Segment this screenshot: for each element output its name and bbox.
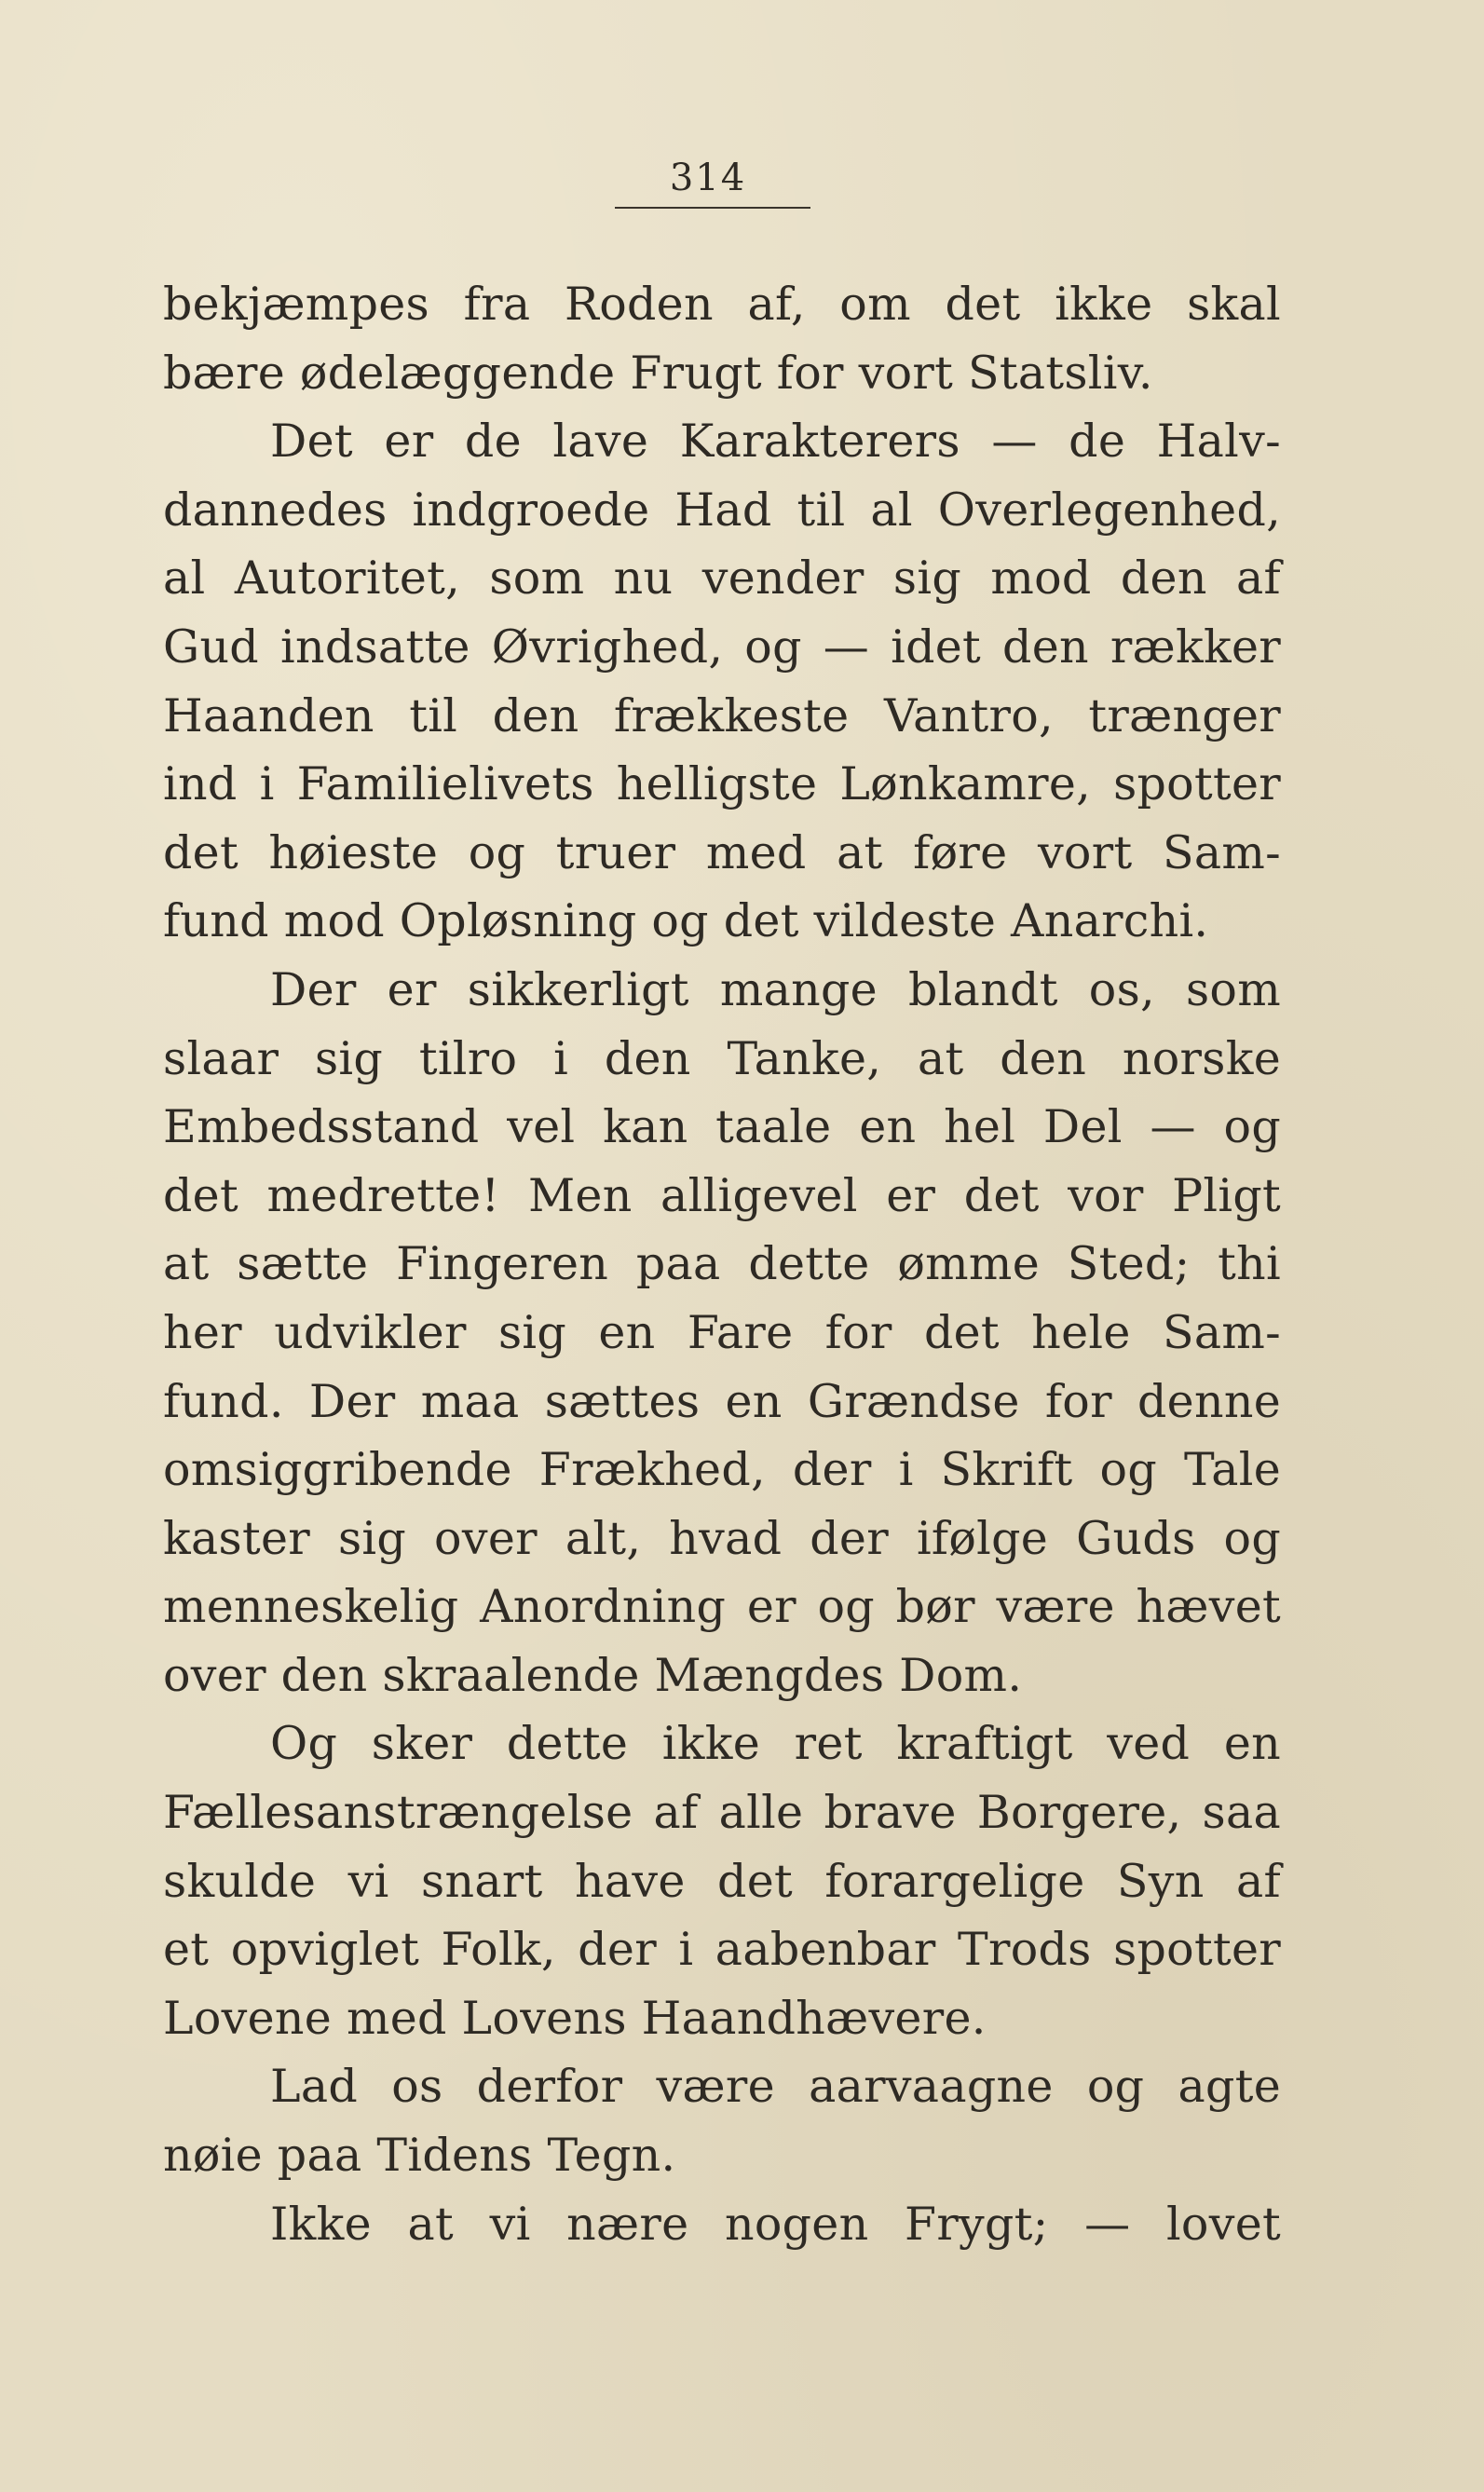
text-line: fund. Der maa sættes en Grændse for denne [163, 1374, 1281, 1428]
body-text [163, 270, 1281, 2258]
text-line: Fællesanstrængelse af alle brave Borgere, saa [163, 1786, 1281, 1840]
text-line: kaster sig over alt, hvad der ifølge Guds og [163, 1511, 1281, 1565]
text-line: menneskelig Anordning er og bør være hævet [163, 1580, 1281, 1634]
text-line: bære ødelæggende Frugt for vort Statsliv. [163, 346, 1153, 400]
text-line: Der er sikkerligt mange blandt os, som [270, 962, 1281, 1016]
text-line: Ikke at vi nære nogen Frygt; — lovet [270, 2197, 1281, 2251]
text-line: fund mod Opløsning og det vildeste Anarchi. [163, 894, 1209, 948]
text-line: det medrette! Men alligevel er det vor Pligt [163, 1168, 1281, 1222]
text-line: omsiggribende Frækhed, der i Skrift og Tale [163, 1443, 1281, 1497]
page-number-rule [615, 207, 810, 209]
text-line: nøie paa Tidens Tegn. [163, 2129, 676, 2183]
text-line: al Autoritet, som nu vender sig mod den af [163, 552, 1281, 606]
text-line: Det er de lave Karakterers — de Halv- [270, 415, 1281, 469]
text-line: bekjæmpes fra Roden af, om det ikke skal [163, 278, 1281, 331]
text-line: Og sker dette ikke ret kraftigt ved en [270, 1717, 1281, 1771]
page-number: 314 [669, 157, 747, 199]
text-line: Embedsstand vel kan taale en hel Del — og [163, 1100, 1281, 1154]
text-line: over den skraalende Mængdes Dom. [163, 1648, 1023, 1702]
text-line: Gud indsatte Øvrighed, og — idet den rækker [163, 620, 1281, 674]
text-line: et opviglet Folk, der i aabenbar Trods spotter [163, 1923, 1281, 1977]
text-line: Lad os derfor være aarvaagne og agte [270, 2060, 1281, 2114]
text-line: skulde vi snart have det forargelige Syn af [163, 1854, 1281, 1908]
text-line: ind i Familielivets helligste Lønkamre, spotter [163, 757, 1281, 811]
text-line: dannedes indgroede Had til al Overlegenhed, [163, 483, 1281, 537]
text-line: slaar sig tilro i den Tanke, at den norske [163, 1031, 1281, 1085]
text-line: det høieste og truer med at føre vort Sam- [163, 825, 1281, 879]
text-line: Lovene med Lovens Haandhævere. [163, 1991, 987, 2045]
text-line: Haanden til den frækkeste Vantro, trænger [163, 688, 1281, 742]
text-line: at sætte Fingeren paa dette ømme Sted; thi [163, 1237, 1281, 1291]
text-line: her udvikler sig en Fare for det hele Sam- [163, 1305, 1281, 1359]
